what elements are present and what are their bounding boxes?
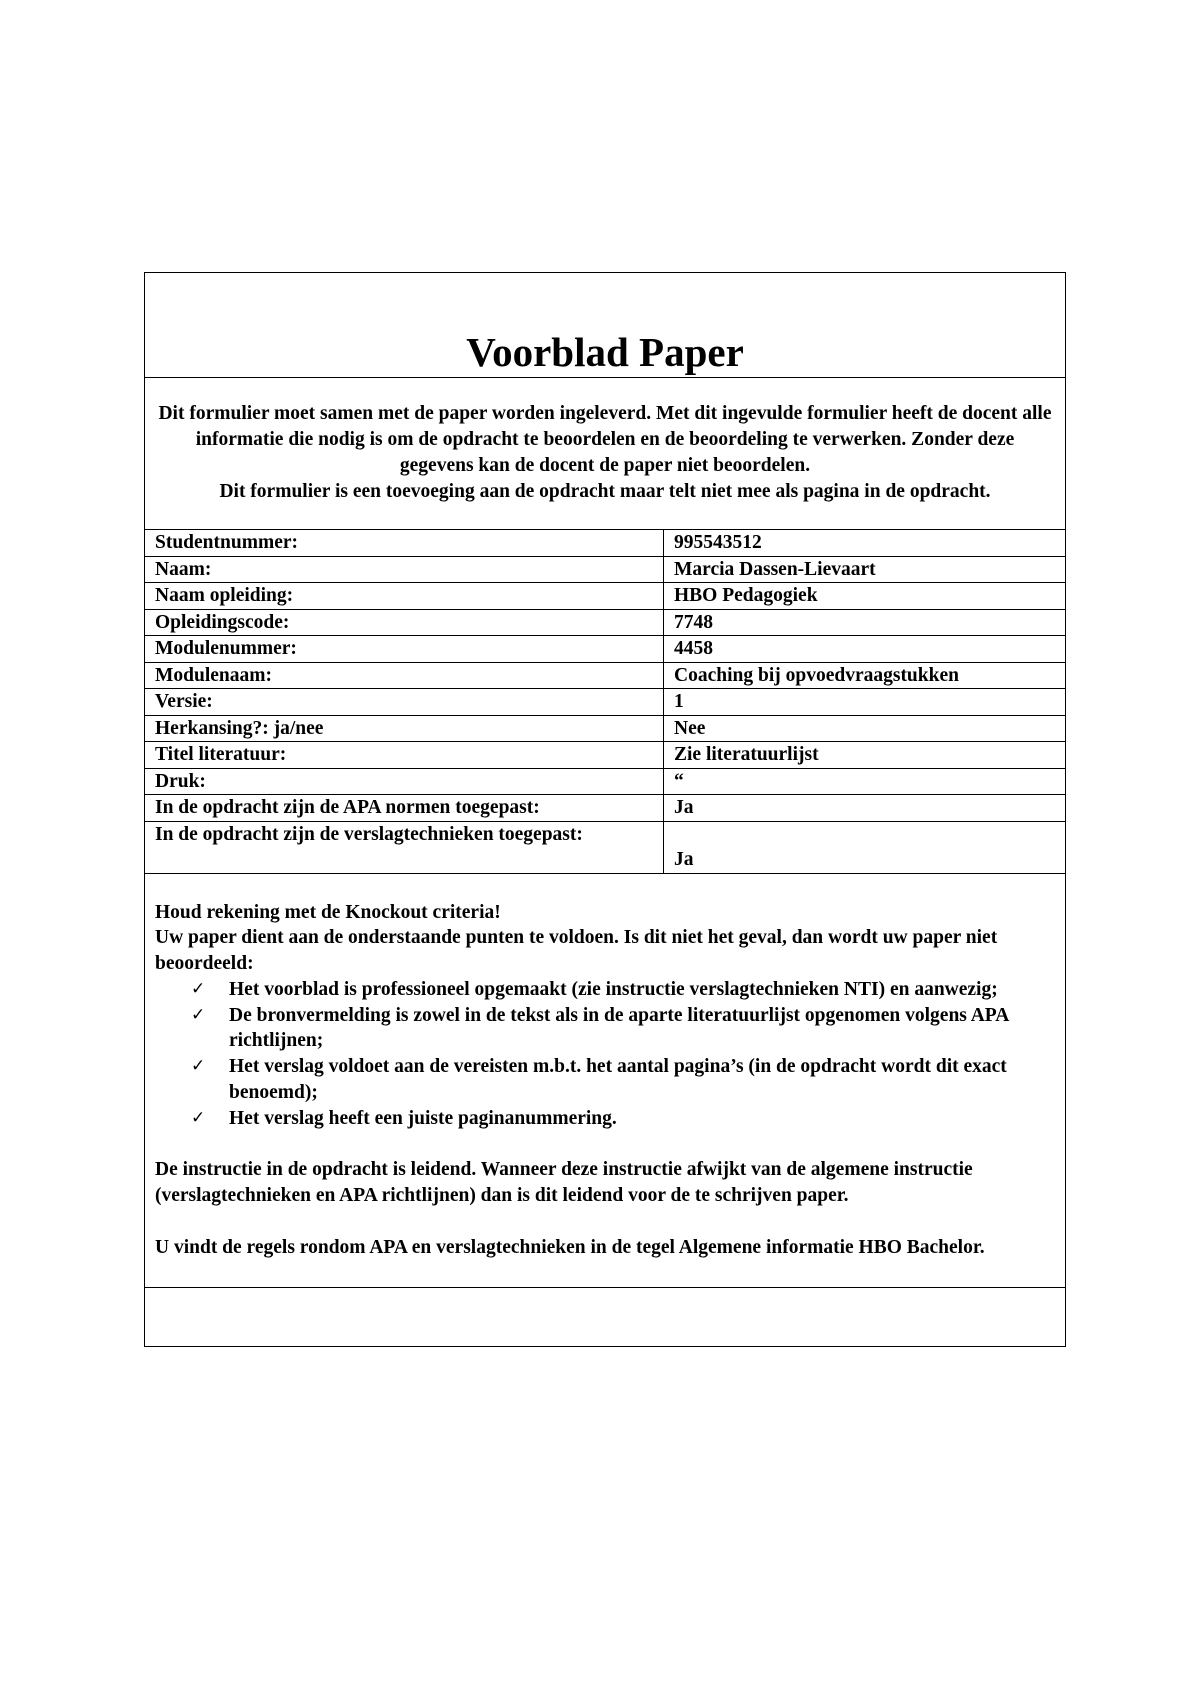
list-item (191, 1054, 1055, 1106)
student-info-table (145, 530, 1065, 874)
table-row (145, 768, 1065, 795)
row-label: Naam opleiding: (145, 583, 664, 610)
row-value: 4458 (664, 636, 1066, 663)
row-value: Marcia Dassen-Lievaart (664, 556, 1066, 583)
row-label: Versie: (145, 689, 664, 716)
table-row (145, 609, 1065, 636)
row-value: 995543512 (664, 530, 1066, 556)
table-row (145, 821, 1065, 873)
table-row (145, 742, 1065, 769)
table-row (145, 689, 1065, 716)
title-cell (145, 273, 1065, 378)
row-value: HBO Pedagogiek (664, 583, 1066, 610)
row-label: Druk: (145, 768, 664, 795)
table-row (145, 636, 1065, 663)
row-label: Naam: (145, 556, 664, 583)
row-value: Ja (664, 795, 1066, 822)
page-title: Voorblad Paper (466, 328, 744, 375)
checkmark-icon: ✓ (191, 978, 206, 999)
list-item-text: Het verslag voldoet aan de vereisten m.b.t. het aantal pagina’s (in de opdracht wordt dit exact benoemd); (229, 1056, 1007, 1104)
checkmark-icon: ✓ (191, 1107, 206, 1128)
row-value: 7748 (664, 609, 1066, 636)
row-label: Opleidingscode: (145, 609, 664, 636)
list-item-text: Het voorblad is professioneel opgemaakt (zie instructie verslagtechnieken NTI) en aanwezig; (229, 978, 998, 1000)
list-item-text: De bronvermelding is zowel in de tekst als in de aparte literatuurlijst opgenomen volgens APA richtlijnen; (229, 1004, 1009, 1052)
row-value: 1 (664, 689, 1066, 716)
row-label: Modulenaam: (145, 662, 664, 689)
row-label: Studentnummer: (145, 530, 664, 556)
table-row (145, 715, 1065, 742)
row-label: Herkansing?: ja/nee (145, 715, 664, 742)
row-value: Zie literatuurlijst (664, 742, 1066, 769)
spacer (155, 1209, 1055, 1235)
intro-note: Dit formulier is een toevoeging aan de opdracht maar telt niet mee als pagina in de opdracht. (219, 481, 991, 502)
table-row (145, 662, 1065, 689)
list-item-text: Het verslag heeft een juiste paginanummering. (229, 1107, 617, 1129)
cover-sheet-form (144, 272, 1066, 1347)
criteria-list (155, 977, 1055, 1132)
row-value: Nee (664, 715, 1066, 742)
intro-cell (145, 378, 1065, 530)
rules-paragraph: U vindt de regels rondom APA en verslagtechnieken in de tegel Algemene informatie HBO Bachelor. (155, 1236, 985, 1258)
list-item (191, 977, 1055, 1003)
row-value: Coaching bij opvoedvraagstukken (664, 662, 1066, 689)
row-label: Titel literatuur: (145, 742, 664, 769)
checkmark-icon: ✓ (191, 1004, 206, 1025)
list-item (191, 1003, 1055, 1055)
row-label: In de opdracht zijn de APA normen toegepast: (145, 795, 664, 822)
table-row (145, 583, 1065, 610)
row-value: “ (664, 768, 1066, 795)
row-label: Modulenummer: (145, 636, 664, 663)
intro-paragraph: Dit formulier moet samen met de paper worden ingeleverd. Met dit ingevulde formulier heeft de docent alle informatie die nodig is om de opdracht te beoordelen en de beoordeling te verwerken. Zonder deze gegevens kan de docent de paper niet beoordelen. (158, 403, 1052, 476)
row-label: In de opdracht zijn de verslagtechnieken toegepast: (145, 821, 664, 873)
spacer (155, 1132, 1055, 1158)
criteria-heading: Houd rekening met de Knockout criteria! (155, 901, 501, 923)
empty-footer-cell (145, 1288, 1065, 1346)
table-row (145, 795, 1065, 822)
knockout-criteria-section (145, 874, 1065, 1288)
list-item (191, 1106, 1055, 1132)
table-row (145, 530, 1065, 556)
table-row (145, 556, 1065, 583)
row-value: Ja (664, 821, 1066, 873)
instruction-paragraph: De instructie in de opdracht is leidend. Wanneer deze instructie afwijkt van de algemene instructie (verslagtechnieken en APA richtlijnen) dan is dit leidend voor de te schrijven paper. (155, 1159, 973, 1207)
checkmark-icon: ✓ (191, 1056, 206, 1077)
criteria-intro: Uw paper dient aan de onderstaande punten te voldoen. Is dit niet het geval, dan wordt uw paper niet beoordeeld: (155, 927, 998, 975)
